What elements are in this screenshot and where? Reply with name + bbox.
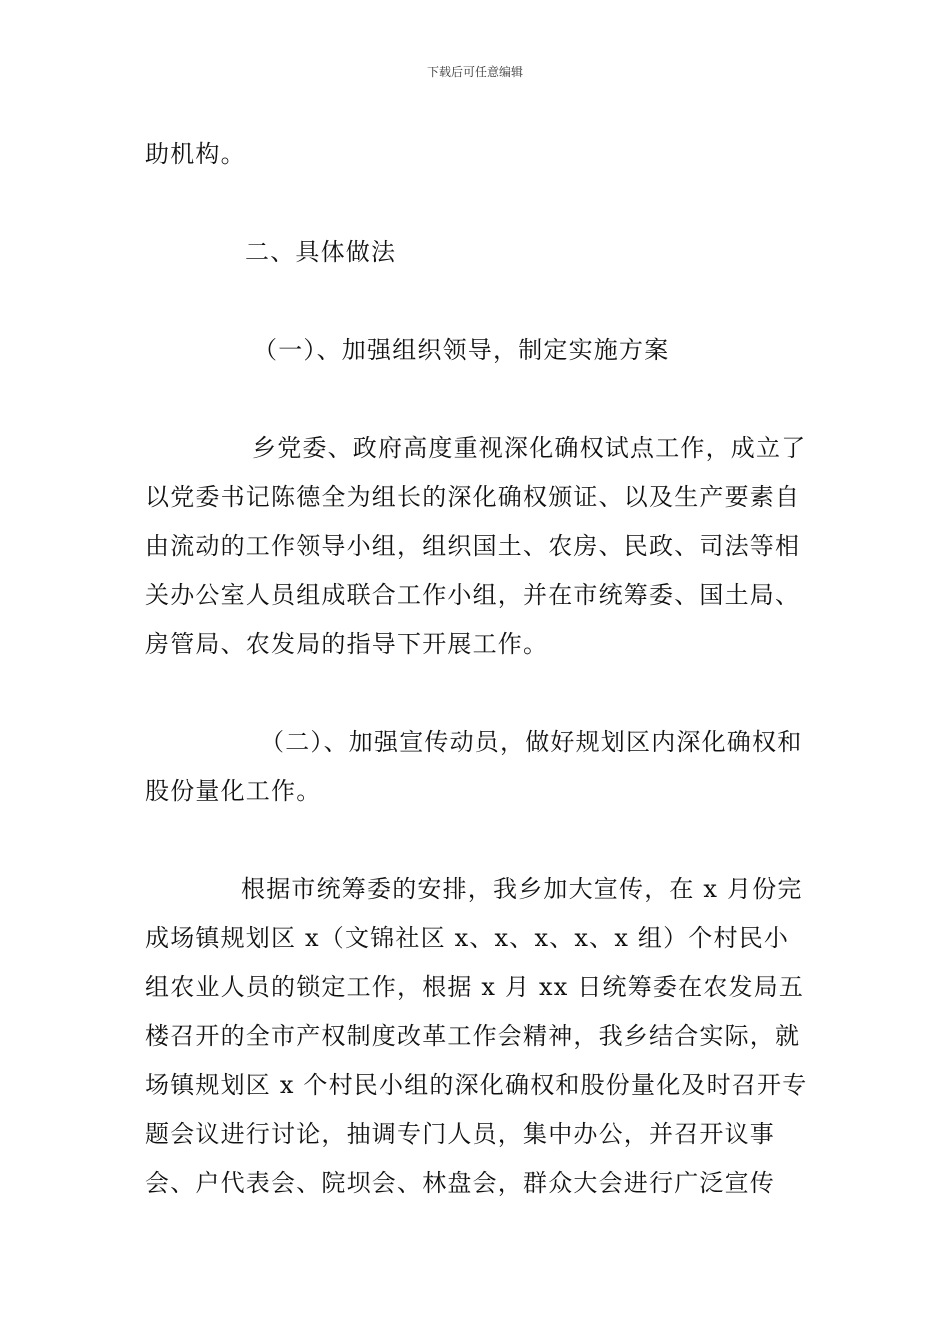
document-body <box>145 130 810 1208</box>
paragraph-1: 乡党委、政府高度重视深化确权试点工作，成立了以党委书记陈德全为组长的深化确权颁证、以及生产要素自由流动的工作领导小组，组织国土、农房、民政、司法等相关办公室人员组成联合工作小组，并在市统筹委、国土局、房管局、农发局的指导下开展工作。 <box>145 434 807 658</box>
section-heading: 二、具体做法 <box>245 238 397 266</box>
paragraph-2: 根据市统筹委的安排，我乡加大宣传，在 x 月份完成场镇规划区 x（文锦社区 x、x、x、x、x 组）个村民小组农业人员的锁定工作，根据 x 月 xx 日统筹委在农发局五楼召开的全市产权制度改革工作会精神，我乡结合实际，就场镇规划区 x 个村民小组的深化确权和股份量化及时召开专题会议进行讨论，抽调专门人员，集中办公，并召开议事会、户代表会、院坝会、林盘会，群众大会进行广泛宣传 <box>145 875 808 1197</box>
spacer <box>145 669 810 718</box>
spacer <box>145 816 810 865</box>
subsection-heading-2: （二）、加强宣传动员，做好规划区内深化确权和股份量化工作。 <box>145 728 803 805</box>
subsection-heading-1: （一）、加强组织领导，制定实施方案 <box>253 336 670 364</box>
page-header-note: 下载后可任意编辑 <box>426 65 523 79</box>
continued-line: 助机构。 <box>145 140 246 168</box>
spacer <box>145 277 810 326</box>
spacer <box>145 375 810 424</box>
spacer <box>145 179 810 228</box>
